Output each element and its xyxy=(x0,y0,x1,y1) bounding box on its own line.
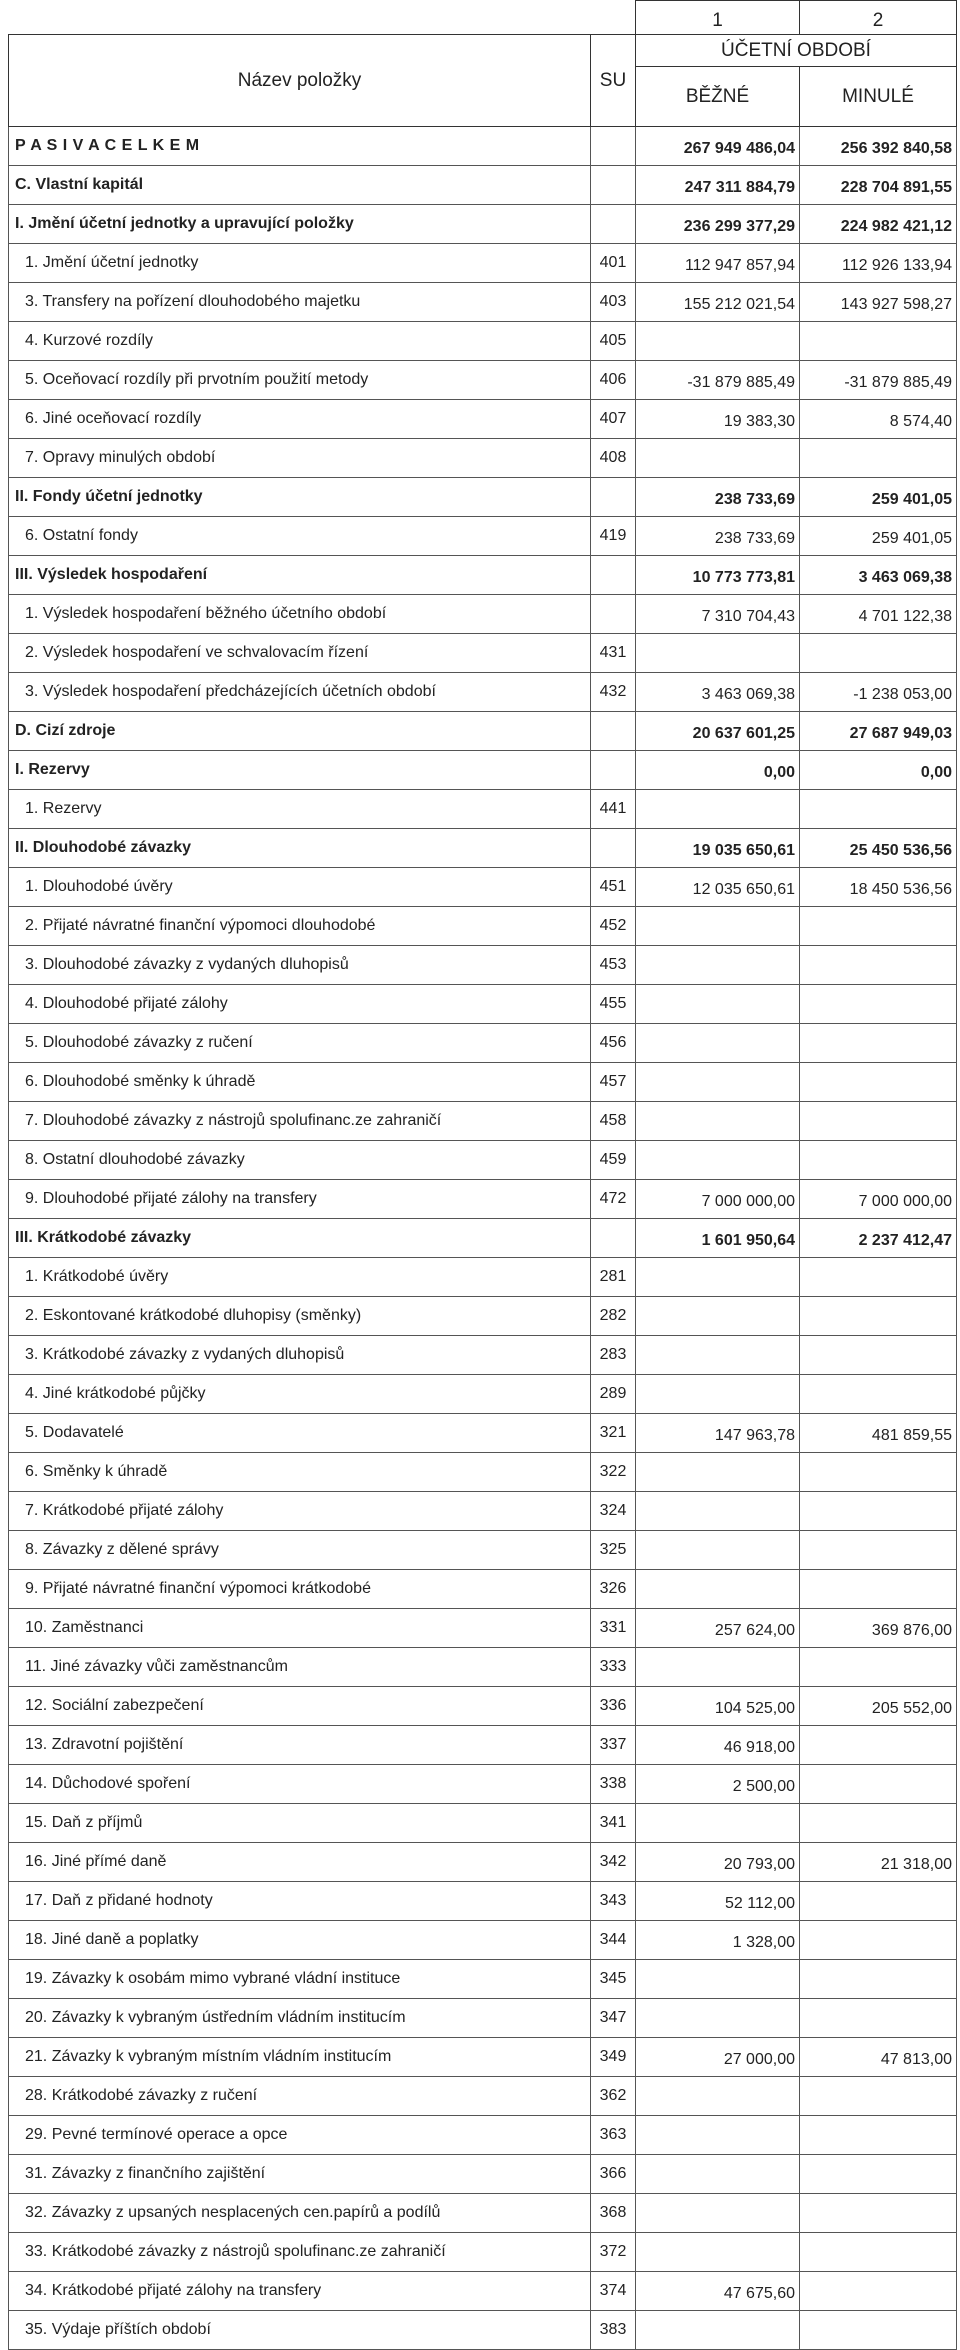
row-current-value: 1 601 950,64 xyxy=(636,1219,800,1258)
table-row xyxy=(9,1687,957,1726)
table-row xyxy=(9,439,957,478)
row-previous-value: 18 450 536,56 xyxy=(800,868,957,907)
row-name: 9. Přijaté návratné finanční výpomoci krátkodobé xyxy=(9,1570,591,1609)
row-previous-value: 259 401,05 xyxy=(800,517,957,556)
row-su xyxy=(591,127,636,166)
row-current-value xyxy=(636,1999,800,2038)
row-name: 8. Závazky z dělené správy xyxy=(9,1531,591,1570)
row-current-value xyxy=(636,1570,800,1609)
column-number-2: 2 xyxy=(800,1,957,35)
row-previous-value xyxy=(800,2233,957,2272)
row-su: 372 xyxy=(591,2233,636,2272)
row-previous-value xyxy=(800,1648,957,1687)
row-name: 9. Dlouhodobé přijaté zálohy na transfery xyxy=(9,1180,591,1219)
table-row xyxy=(9,595,957,634)
row-current-value: 238 733,69 xyxy=(636,517,800,556)
row-previous-value xyxy=(800,1453,957,1492)
table-row xyxy=(9,478,957,517)
row-name: 16. Jiné přímé daně xyxy=(9,1843,591,1882)
table-row xyxy=(9,673,957,712)
row-previous-value xyxy=(800,1297,957,1336)
row-name: 1. Krátkodobé úvěry xyxy=(9,1258,591,1297)
row-su: 408 xyxy=(591,439,636,478)
table-row xyxy=(9,1531,957,1570)
table-row xyxy=(9,1609,957,1648)
row-current-value xyxy=(636,1492,800,1531)
row-current-value xyxy=(636,439,800,478)
row-previous-value xyxy=(800,1024,957,1063)
row-current-value: 20 637 601,25 xyxy=(636,712,800,751)
row-current-value xyxy=(636,2116,800,2155)
row-name: 29. Pevné termínové operace a opce xyxy=(9,2116,591,2155)
row-su: 289 xyxy=(591,1375,636,1414)
row-current-value: 0,00 xyxy=(636,751,800,790)
table-row xyxy=(9,751,957,790)
row-name: 1. Dlouhodobé úvěry xyxy=(9,868,591,907)
table-body xyxy=(9,127,957,2350)
row-previous-value xyxy=(800,1570,957,1609)
table-row xyxy=(9,1297,957,1336)
row-name: II. Dlouhodobé závazky xyxy=(9,829,591,868)
row-su: 419 xyxy=(591,517,636,556)
row-su: 441 xyxy=(591,790,636,829)
row-current-value xyxy=(636,1063,800,1102)
row-su xyxy=(591,478,636,517)
table-row xyxy=(9,1843,957,1882)
row-name: 5. Dlouhodobé závazky z ručení xyxy=(9,1024,591,1063)
row-previous-value: 481 859,55 xyxy=(800,1414,957,1453)
table-row xyxy=(9,556,957,595)
row-previous-value xyxy=(800,439,957,478)
row-previous-value: 0,00 xyxy=(800,751,957,790)
table-row xyxy=(9,2272,957,2311)
row-su xyxy=(591,1219,636,1258)
row-su: 453 xyxy=(591,946,636,985)
table-row xyxy=(9,2233,957,2272)
current-period-header: BĚŽNÉ xyxy=(636,67,800,127)
row-previous-value: 7 000 000,00 xyxy=(800,1180,957,1219)
row-current-value: 104 525,00 xyxy=(636,1687,800,1726)
row-previous-value xyxy=(800,1258,957,1297)
row-previous-value: 47 813,00 xyxy=(800,2038,957,2077)
row-previous-value: 3 463 069,38 xyxy=(800,556,957,595)
row-name: 1. Jmění účetní jednotky xyxy=(9,244,591,283)
row-current-value xyxy=(636,2077,800,2116)
row-name: 20. Závazky k vybraným ústředním vládním institucím xyxy=(9,1999,591,2038)
row-name: 21. Závazky k vybraným místním vládním institucím xyxy=(9,2038,591,2077)
row-su: 368 xyxy=(591,2194,636,2233)
row-previous-value xyxy=(800,2272,957,2311)
row-name: 7. Opravy minulých období xyxy=(9,439,591,478)
row-current-value xyxy=(636,2233,800,2272)
row-current-value: 19 383,30 xyxy=(636,400,800,439)
row-current-value xyxy=(636,1375,800,1414)
row-su: 457 xyxy=(591,1063,636,1102)
row-current-value: 47 675,60 xyxy=(636,2272,800,2311)
row-previous-value xyxy=(800,907,957,946)
row-previous-value: 4 701 122,38 xyxy=(800,595,957,634)
row-previous-value xyxy=(800,1765,957,1804)
row-name: I. Rezervy xyxy=(9,751,591,790)
row-current-value xyxy=(636,907,800,946)
table-row xyxy=(9,1570,957,1609)
row-previous-value xyxy=(800,2077,957,2116)
row-current-value: 257 624,00 xyxy=(636,1609,800,1648)
row-name: 3. Krátkodobé závazky z vydaných dluhopisů xyxy=(9,1336,591,1375)
row-previous-value: -31 879 885,49 xyxy=(800,361,957,400)
row-su: 321 xyxy=(591,1414,636,1453)
row-name: 18. Jiné daně a poplatky xyxy=(9,1921,591,1960)
row-su xyxy=(591,712,636,751)
row-previous-value: 27 687 949,03 xyxy=(800,712,957,751)
row-name: 4. Dlouhodobé přijaté zálohy xyxy=(9,985,591,1024)
row-su: 338 xyxy=(591,1765,636,1804)
accounting-period-header: ÚČETNÍ OBDOBÍ xyxy=(636,35,957,67)
row-previous-value: 259 401,05 xyxy=(800,478,957,517)
row-name: 13. Zdravotní pojištění xyxy=(9,1726,591,1765)
table-row xyxy=(9,712,957,751)
row-su: 405 xyxy=(591,322,636,361)
row-su: 366 xyxy=(591,2155,636,2194)
row-current-value: 238 733,69 xyxy=(636,478,800,517)
table-row xyxy=(9,2116,957,2155)
row-name: 35. Výdaje příštích období xyxy=(9,2311,591,2350)
row-current-value: 27 000,00 xyxy=(636,2038,800,2077)
table-row xyxy=(9,1180,957,1219)
row-current-value: -31 879 885,49 xyxy=(636,361,800,400)
row-previous-value xyxy=(800,2116,957,2155)
row-current-value: 267 949 486,04 xyxy=(636,127,800,166)
row-previous-value xyxy=(800,1102,957,1141)
row-current-value: 19 035 650,61 xyxy=(636,829,800,868)
row-previous-value xyxy=(800,1882,957,1921)
row-su: 431 xyxy=(591,634,636,673)
row-previous-value xyxy=(800,1960,957,1999)
row-name: 7. Krátkodobé přijaté zálohy xyxy=(9,1492,591,1531)
row-name: 2. Přijaté návratné finanční výpomoci dlouhodobé xyxy=(9,907,591,946)
row-previous-value xyxy=(800,1336,957,1375)
row-previous-value xyxy=(800,946,957,985)
row-name: 4. Jiné krátkodobé půjčky xyxy=(9,1375,591,1414)
row-su: 349 xyxy=(591,2038,636,2077)
row-current-value: 3 463 069,38 xyxy=(636,673,800,712)
row-su: 374 xyxy=(591,2272,636,2311)
row-name: 1. Výsledek hospodaření běžného účetního období xyxy=(9,595,591,634)
table-row xyxy=(9,166,957,205)
row-previous-value xyxy=(800,634,957,673)
table-row xyxy=(9,1375,957,1414)
row-name: I. Jmění účetní jednotky a upravující položky xyxy=(9,205,591,244)
row-previous-value xyxy=(800,1999,957,2038)
row-su xyxy=(591,166,636,205)
row-su xyxy=(591,595,636,634)
table-row xyxy=(9,1648,957,1687)
row-previous-value xyxy=(800,1804,957,1843)
table-row xyxy=(9,361,957,400)
row-name: C. Vlastní kapitál xyxy=(9,166,591,205)
row-name: 14. Důchodové spoření xyxy=(9,1765,591,1804)
row-su: 281 xyxy=(591,1258,636,1297)
header-blank-cell xyxy=(9,1,591,35)
row-name: P A S I V A C E L K E M xyxy=(9,127,591,166)
row-su: 344 xyxy=(591,1921,636,1960)
row-name: 6. Směnky k úhradě xyxy=(9,1453,591,1492)
row-su: 459 xyxy=(591,1141,636,1180)
row-name: 31. Závazky z finančního zajištění xyxy=(9,2155,591,2194)
table-row xyxy=(9,1453,957,1492)
row-current-value: 7 310 704,43 xyxy=(636,595,800,634)
row-su: 325 xyxy=(591,1531,636,1570)
row-su: 383 xyxy=(591,2311,636,2350)
header-blank-cell xyxy=(591,1,636,35)
balance-sheet xyxy=(8,0,956,2350)
row-su: 347 xyxy=(591,1999,636,2038)
row-current-value xyxy=(636,1258,800,1297)
row-previous-value: 112 926 133,94 xyxy=(800,244,957,283)
row-su: 451 xyxy=(591,868,636,907)
row-name: 19. Závazky k osobám mimo vybrané vládní instituce xyxy=(9,1960,591,1999)
row-su: 343 xyxy=(591,1882,636,1921)
row-name: 4. Kurzové rozdíly xyxy=(9,322,591,361)
row-name: 6. Ostatní fondy xyxy=(9,517,591,556)
row-previous-value: 21 318,00 xyxy=(800,1843,957,1882)
row-previous-value: 224 982 421,12 xyxy=(800,205,957,244)
table-row xyxy=(9,1336,957,1375)
row-current-value: 236 299 377,29 xyxy=(636,205,800,244)
row-current-value: 155 212 021,54 xyxy=(636,283,800,322)
row-current-value xyxy=(636,1336,800,1375)
table-row xyxy=(9,400,957,439)
table-row xyxy=(9,1258,957,1297)
row-name: 17. Daň z přidané hodnoty xyxy=(9,1882,591,1921)
table-row xyxy=(9,1960,957,1999)
table-row xyxy=(9,907,957,946)
table-row xyxy=(9,634,957,673)
table-row xyxy=(9,127,957,166)
row-name: 1. Rezervy xyxy=(9,790,591,829)
row-previous-value xyxy=(800,322,957,361)
row-current-value: 247 311 884,79 xyxy=(636,166,800,205)
liabilities-table xyxy=(8,0,957,2350)
row-name: 11. Jiné závazky vůči zaměstnancům xyxy=(9,1648,591,1687)
row-current-value xyxy=(636,1804,800,1843)
table-row xyxy=(9,322,957,361)
table-row xyxy=(9,1921,957,1960)
row-previous-value: -1 238 053,00 xyxy=(800,673,957,712)
row-previous-value xyxy=(800,2311,957,2350)
row-name: 3. Výsledek hospodaření předcházejících účetních období xyxy=(9,673,591,712)
row-su xyxy=(591,556,636,595)
row-previous-value xyxy=(800,2155,957,2194)
table-row xyxy=(9,1726,957,1765)
table-row xyxy=(9,1804,957,1843)
row-current-value xyxy=(636,1141,800,1180)
row-current-value xyxy=(636,985,800,1024)
row-previous-value: 8 574,40 xyxy=(800,400,957,439)
row-previous-value xyxy=(800,1921,957,1960)
row-su: 452 xyxy=(591,907,636,946)
row-name: 32. Závazky z upsaných nesplacených cen.papírů a podílů xyxy=(9,2194,591,2233)
row-current-value xyxy=(636,1648,800,1687)
su-header: SU xyxy=(591,35,636,127)
row-previous-value: 143 927 598,27 xyxy=(800,283,957,322)
row-name: 12. Sociální zabezpečení xyxy=(9,1687,591,1726)
table-row xyxy=(9,1024,957,1063)
row-current-value xyxy=(636,1531,800,1570)
row-name: 5. Dodavatelé xyxy=(9,1414,591,1453)
table-row xyxy=(9,1414,957,1453)
row-su: 326 xyxy=(591,1570,636,1609)
row-su: 342 xyxy=(591,1843,636,1882)
row-su: 324 xyxy=(591,1492,636,1531)
table-row xyxy=(9,790,957,829)
row-name: 7. Dlouhodobé závazky z nástrojů spolufinanc.ze zahraničí xyxy=(9,1102,591,1141)
row-su: 341 xyxy=(591,1804,636,1843)
table-row xyxy=(9,2311,957,2350)
row-current-value: 1 328,00 xyxy=(636,1921,800,1960)
row-current-value xyxy=(636,946,800,985)
row-current-value: 2 500,00 xyxy=(636,1765,800,1804)
row-name: D. Cizí zdroje xyxy=(9,712,591,751)
row-su xyxy=(591,205,636,244)
row-previous-value xyxy=(800,1063,957,1102)
row-current-value: 7 000 000,00 xyxy=(636,1180,800,1219)
row-name: 15. Daň z příjmů xyxy=(9,1804,591,1843)
table-row xyxy=(9,205,957,244)
row-su xyxy=(591,751,636,790)
table-row xyxy=(9,1063,957,1102)
row-su: 362 xyxy=(591,2077,636,2116)
row-name: 3. Transfery na pořízení dlouhodobého majetku xyxy=(9,283,591,322)
row-current-value xyxy=(636,1024,800,1063)
row-current-value xyxy=(636,2155,800,2194)
row-current-value xyxy=(636,322,800,361)
row-previous-value xyxy=(800,1726,957,1765)
row-current-value: 12 035 650,61 xyxy=(636,868,800,907)
row-su: 456 xyxy=(591,1024,636,1063)
table-row xyxy=(9,1492,957,1531)
row-su: 337 xyxy=(591,1726,636,1765)
row-name: 33. Krátkodobé závazky z nástrojů spolufinanc.ze zahraničí xyxy=(9,2233,591,2272)
table-row xyxy=(9,2038,957,2077)
row-su: 282 xyxy=(591,1297,636,1336)
table-row xyxy=(9,1219,957,1258)
row-current-value xyxy=(636,1102,800,1141)
row-previous-value xyxy=(800,985,957,1024)
row-previous-value: 205 552,00 xyxy=(800,1687,957,1726)
table-row xyxy=(9,1102,957,1141)
table-row xyxy=(9,244,957,283)
row-current-value xyxy=(636,634,800,673)
row-current-value: 20 793,00 xyxy=(636,1843,800,1882)
row-current-value xyxy=(636,2194,800,2233)
row-previous-value: 256 392 840,58 xyxy=(800,127,957,166)
row-previous-value xyxy=(800,790,957,829)
table-row xyxy=(9,2077,957,2116)
table-row xyxy=(9,283,957,322)
row-su: 345 xyxy=(591,1960,636,1999)
row-su: 322 xyxy=(591,1453,636,1492)
row-previous-value: 2 237 412,47 xyxy=(800,1219,957,1258)
row-previous-value: 25 450 536,56 xyxy=(800,829,957,868)
column-number-1: 1 xyxy=(636,1,800,35)
row-current-value xyxy=(636,2311,800,2350)
row-su: 432 xyxy=(591,673,636,712)
row-name: 2. Eskontované krátkodobé dluhopisy (směnky) xyxy=(9,1297,591,1336)
row-su xyxy=(591,829,636,868)
row-su: 401 xyxy=(591,244,636,283)
table-row xyxy=(9,2194,957,2233)
table-row xyxy=(9,985,957,1024)
table-row xyxy=(9,868,957,907)
row-current-value: 147 963,78 xyxy=(636,1414,800,1453)
row-name: 6. Dlouhodobé směnky k úhradě xyxy=(9,1063,591,1102)
row-name: 6. Jiné oceňovací rozdíly xyxy=(9,400,591,439)
row-name: 8. Ostatní dlouhodobé závazky xyxy=(9,1141,591,1180)
row-su: 407 xyxy=(591,400,636,439)
row-name: III. Výsledek hospodaření xyxy=(9,556,591,595)
row-current-value: 52 112,00 xyxy=(636,1882,800,1921)
row-su: 472 xyxy=(591,1180,636,1219)
table-row xyxy=(9,946,957,985)
row-name: 2. Výsledek hospodaření ve schvalovacím řízení xyxy=(9,634,591,673)
row-previous-value: 369 876,00 xyxy=(800,1609,957,1648)
row-current-value xyxy=(636,1453,800,1492)
row-su: 336 xyxy=(591,1687,636,1726)
row-name: 28. Krátkodobé závazky z ručení xyxy=(9,2077,591,2116)
row-su: 363 xyxy=(591,2116,636,2155)
row-current-value xyxy=(636,1960,800,1999)
table-row xyxy=(9,829,957,868)
row-su: 331 xyxy=(591,1609,636,1648)
row-su: 455 xyxy=(591,985,636,1024)
row-previous-value xyxy=(800,1531,957,1570)
item-name-header: Název položky xyxy=(9,35,591,127)
table-row xyxy=(9,1999,957,2038)
row-current-value: 112 947 857,94 xyxy=(636,244,800,283)
row-previous-value xyxy=(800,1375,957,1414)
row-su: 403 xyxy=(591,283,636,322)
previous-period-header: MINULÉ xyxy=(800,67,957,127)
row-previous-value xyxy=(800,1492,957,1531)
row-current-value: 10 773 773,81 xyxy=(636,556,800,595)
row-su: 283 xyxy=(591,1336,636,1375)
table-row xyxy=(9,2155,957,2194)
row-name: III. Krátkodobé závazky xyxy=(9,1219,591,1258)
row-name: 3. Dlouhodobé závazky z vydaných dluhopisů xyxy=(9,946,591,985)
row-name: II. Fondy účetní jednotky xyxy=(9,478,591,517)
row-name: 10. Zaměstnanci xyxy=(9,1609,591,1648)
row-name: 5. Oceňovací rozdíly při prvotním použití metody xyxy=(9,361,591,400)
table-row xyxy=(9,517,957,556)
row-name: 34. Krátkodobé přijaté zálohy na transfery xyxy=(9,2272,591,2311)
table-row xyxy=(9,1882,957,1921)
row-previous-value xyxy=(800,1141,957,1180)
row-previous-value xyxy=(800,2194,957,2233)
row-su: 406 xyxy=(591,361,636,400)
row-su: 458 xyxy=(591,1102,636,1141)
row-current-value: 46 918,00 xyxy=(636,1726,800,1765)
row-current-value xyxy=(636,790,800,829)
row-current-value xyxy=(636,1297,800,1336)
row-previous-value: 228 704 891,55 xyxy=(800,166,957,205)
table-row xyxy=(9,1141,957,1180)
row-su: 333 xyxy=(591,1648,636,1687)
table-row xyxy=(9,1765,957,1804)
